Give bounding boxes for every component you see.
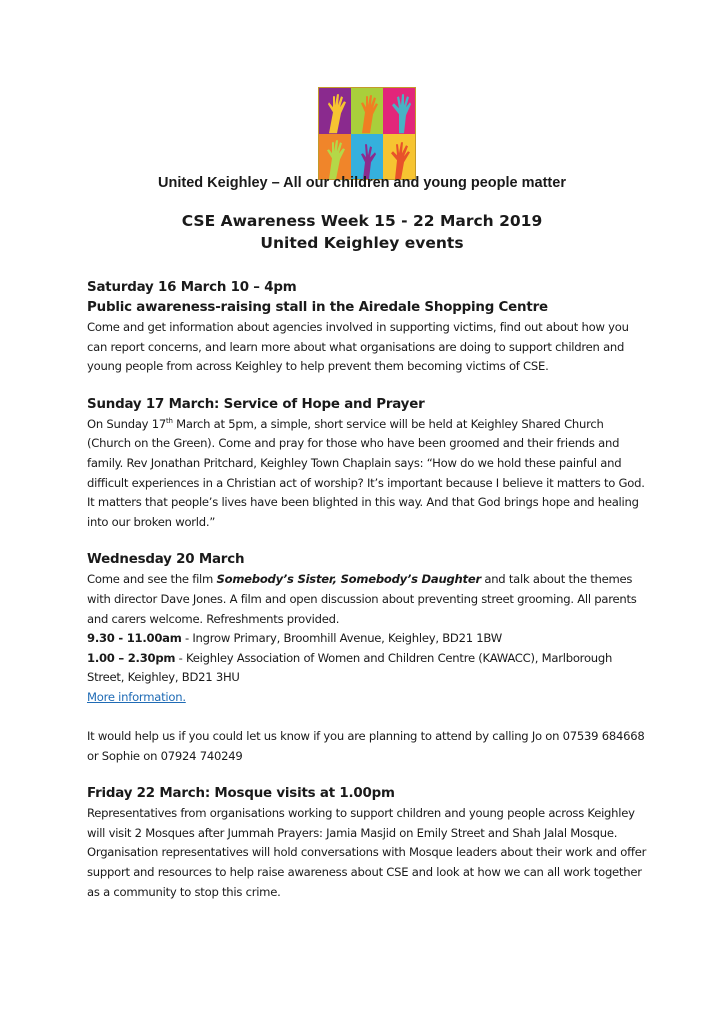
- events-content: [87, 278, 647, 920]
- event-description: Come and get information about agencies involved in supporting victims, find out about how you can report concerns, and learn more about what organisations are doing to support children and young people from across Keighley to help prevent them becoming victims of CSE.: [87, 320, 629, 374]
- logo-cell: [319, 134, 351, 180]
- session-item: [87, 649, 647, 688]
- event-sunday: [87, 395, 647, 533]
- description-text: March at 5pm, a simple, short service will be held at Keighley Shared Church (Church on the Green). Come and pray for those who have been groomed and their friends and family. Rev Jonathan Pritchard, Keighley Town Chaplain says: “How do we hold these painful and difficult experiences in a Christian act of worship? It’s important because I believe it matters to God. It matters that people’s lives have been blighted in this way. And that God brings hope and healing into our broken world.”: [87, 416, 645, 529]
- logo-cell: [383, 88, 415, 134]
- event-heading: Friday 22 March: Mosque visits at 1.00pm: [87, 786, 395, 802]
- more-information-link[interactable]: More information.: [87, 689, 186, 704]
- logo-cell: [383, 134, 415, 180]
- description-text: and talk about the themes with director Dave Jones. A film and open discussion about preventing street grooming. All parents and carers welcome. Refreshments provided.: [87, 572, 637, 626]
- logo-cell: [351, 88, 383, 134]
- spacer: [87, 708, 647, 728]
- raised-hand-icon: [383, 88, 415, 134]
- page-title: CSE Awareness Week 15 - 22 March 2019: [181, 212, 543, 230]
- event-saturday: [87, 278, 647, 377]
- raised-hand-icon: [319, 134, 351, 180]
- session-venue: - Ingrow Primary, Broomhill Avenue, Keighley, BD21 1BW: [181, 631, 502, 646]
- event-heading: Saturday 16 March 10 – 4pm: [87, 280, 297, 295]
- event-heading: Sunday 17 March: Service of Hope and Prayer: [87, 396, 425, 412]
- logo-cell: [319, 88, 351, 134]
- tagline: United Keighley – All our children and young people matter: [158, 175, 566, 191]
- ordinal-suffix: th: [165, 416, 173, 425]
- film-title: Somebody’s Sister, Somebody’s Daughter: [216, 572, 481, 587]
- event-description: [87, 570, 647, 629]
- event-subheading: Public awareness-raising stall in the Airedale Shopping Centre: [87, 300, 548, 315]
- event-wednesday: [87, 550, 647, 766]
- event-friday: [87, 784, 647, 902]
- session-item: [87, 629, 647, 649]
- contact-info: It would help us if you could let us know if you are planning to attend by calling Jo on 07539 684668 or Sophie on 07924 740249: [87, 729, 645, 763]
- session-time: 9.30 - 11.00am: [87, 631, 182, 646]
- united-keighley-logo: [318, 87, 416, 180]
- event-description: Representatives from organisations working to support children and young people across Keighley will visit 2 Mosques after Jummah Prayers: Jamia Masjid on Emily Street and Shah Jalal Mosque. Organisation representatives will hold conversations with Mosque leaders about their work and offer support and resources to help raise awareness about CSE and look at how we can all work together as a community to stop this crime.: [87, 806, 647, 899]
- raised-hand-icon: [319, 88, 351, 134]
- session-venue: - Keighley Association of Women and Children Centre (KAWACC), Marlborough Street, Keighley, BD21 3HU: [87, 650, 613, 685]
- raised-hand-icon: [351, 134, 383, 180]
- session-time: 1.00 – 2.30pm: [87, 650, 176, 665]
- page-subtitle: United Keighley events: [260, 234, 464, 252]
- raised-hand-icon: [383, 134, 415, 180]
- event-heading: Wednesday 20 March: [87, 552, 245, 568]
- raised-hand-icon: [351, 88, 383, 134]
- logo-cell: [351, 134, 383, 180]
- description-text: On Sunday 17: [87, 416, 166, 431]
- event-description: [87, 415, 647, 533]
- description-text: Come and see the film: [87, 572, 217, 587]
